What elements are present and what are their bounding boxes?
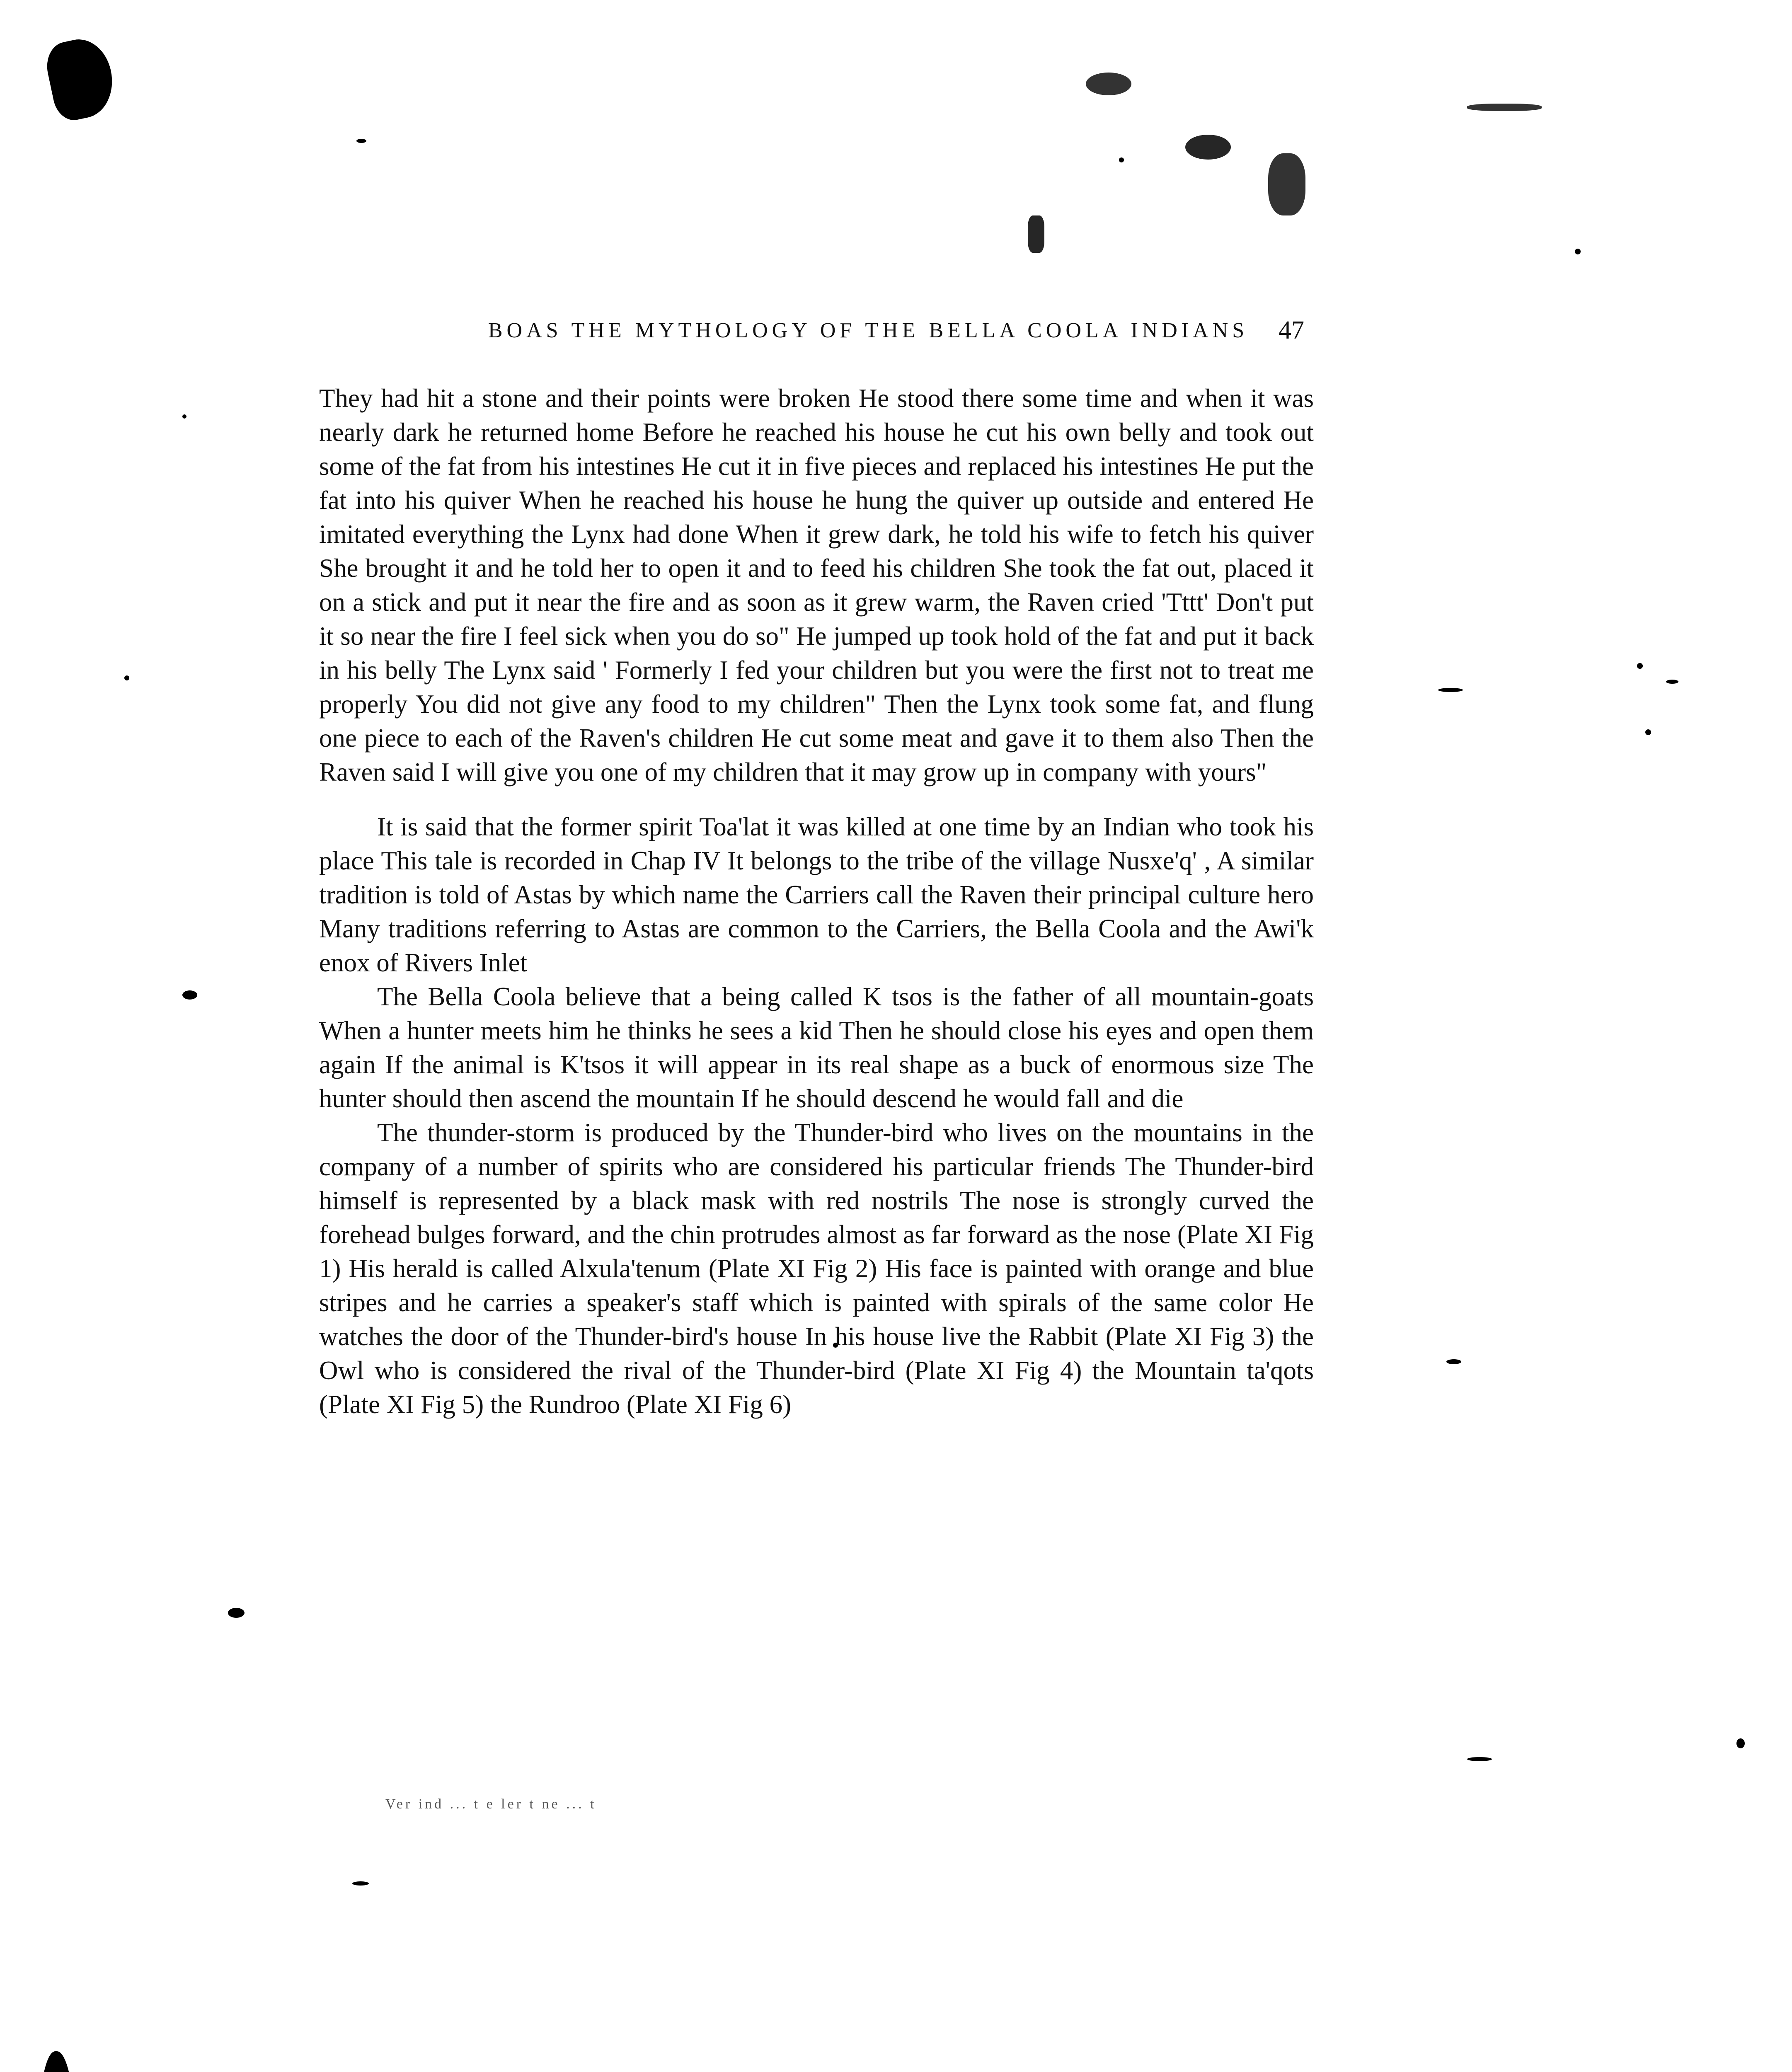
scan-speck — [1666, 680, 1678, 684]
scan-speck — [1575, 249, 1581, 254]
scan-speck — [356, 139, 366, 143]
scan-speck — [1119, 157, 1124, 162]
scan-mark-top-right-3 — [1268, 153, 1305, 215]
scan-speck — [352, 1881, 369, 1886]
scan-mark-top-right-4 — [1028, 215, 1044, 253]
scan-speck — [1637, 663, 1643, 669]
paragraph: The Bella Coola believe that a being called K tsos is the father of all mountain-goats When a hunter meets him he thinks he sees a kid Then he should close his eyes and open them again If the animal is K'tsos it will appear in its real shape as a buck of enormous size The hunter should then ascend the mountain If he should descend he would fall and die — [319, 982, 1314, 1113]
running-header-title: BOAS THE MYTHOLOGY OF THE BELLA COOLA INDIANS — [488, 319, 1249, 342]
scan-mark-top-right-2 — [1086, 73, 1131, 95]
scan-speck — [1467, 1757, 1492, 1761]
paragraph: They had hit a stone and their points were broken He stood there some time and when it was nearly dark he returned home Before he reached his house he cut his own belly and took out some of the fat from his intestines He cut it in five pieces and replaced his intestines He put the fat into his quiver When he reached his house he hung the quiver up outside and entered He imitated everything the Lynx had done When it grew dark, he told his wife to fetch his quiver She brought it and he told her to open it and to feed his children She took the fat out, placed it on a stick and put it near the fire and as soon as it grew warm, the Raven cried 'Tttt' Don't put it so near the fire I feel sick when you do so" He jumped up took hold of the fat and put it back in his belly The Lynx said ' Formerly I fed your children but you were the first not to treat me properly You did not give any food to my children" Then the Lynx took some fat, and flung one piece to each of the Raven's children He cut some meat and gave it to them also Then the Raven said I will give you one of my children that it may grow up in company with yours" — [319, 384, 1314, 787]
scan-speck — [1446, 1359, 1461, 1364]
scan-speck — [124, 675, 129, 680]
scan-speck — [228, 1608, 245, 1618]
scan-speck — [1736, 1738, 1745, 1748]
paragraph: It is said that the former spirit Toa'lat it was killed at one time by an Indian who took his place This tale is recorded in Chap IV It belongs to the tribe of the village Nusxe'q' , A similar tradition is told of Astas by which name the Carriers call the Raven their principal culture hero Many traditions referring to Astas are common to the Carriers, the Bella Coola and the Awi'k enox of Rivers Inlet — [319, 812, 1314, 977]
paragraph: The thunder-storm is produced by the Thunder-bird who lives on the mountains in the company of a number of spirits who are considered his particular friends The Thunder-bird himself is represented by a black mask with red nostrils The nose is strongly curved the forehead bulges forward, and the chin protrudes almost as far forward as the nose (Plate XI Fig 1) His herald is called Alxula'tenum (Plate XI Fig 2) His face is painted with orange and blue stripes and he carries a speaker's staff which is painted with spirals of the same color He watches the door of the Thunder-bird's house In his house live the Rabbit (Plate XI Fig 3) the Owl who is considered the rival of the Thunder-bird (Plate XI Fig 4) the Mountain ta'qots (Plate XI Fig 5) the Rundroo (Plate XI Fig 6) — [319, 1118, 1314, 1419]
scan-mark-top-right-1 — [1185, 135, 1231, 160]
body-text — [319, 381, 1314, 1421]
footnote: Ver ind ... t e ler t ne ... t — [385, 1796, 597, 1812]
scan-speck — [182, 414, 186, 419]
scan-speck — [1645, 729, 1651, 735]
page-number: 47 — [1279, 316, 1304, 344]
scan-blot-bottom-left — [39, 2051, 75, 2072]
scan-speck — [1438, 688, 1463, 692]
scan-blot-top-left — [42, 34, 119, 123]
scan-speck — [182, 990, 197, 1000]
scan-mark-top-right-5 — [1467, 104, 1542, 111]
